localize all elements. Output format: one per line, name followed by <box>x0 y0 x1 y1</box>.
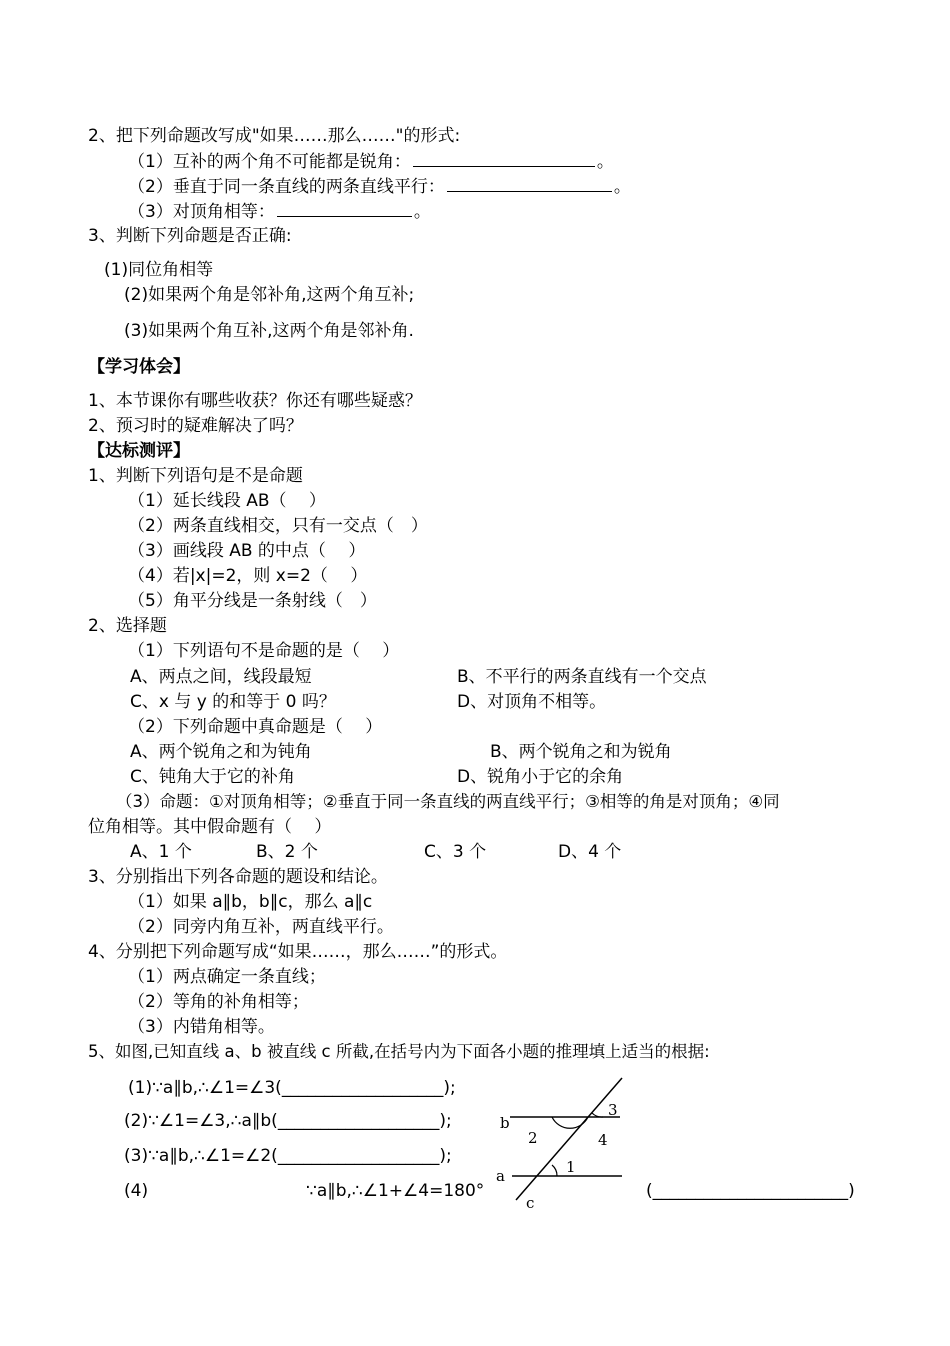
q3-title: 3、判断下列命题是否正确: <box>88 226 292 246</box>
q3-item-3: (3)如果两个角互补,这两个角是邻补角. <box>124 321 414 341</box>
test-p1-item-1: （1）延长线段 AB（ ） <box>128 491 326 511</box>
reasoning-4-text: ∵a∥b,∴∠1+∠4=180° <box>306 1181 485 1201</box>
option-a: A、两点之间，线段最短 <box>130 667 312 687</box>
label-b: b <box>500 1114 510 1132</box>
option-b: B、2 个 <box>256 842 318 862</box>
test-p1-title: 1、判断下列语句是不是命题 <box>88 466 303 486</box>
reasoning-4-number: (4) <box>124 1181 149 1201</box>
option-b: B、不平行的两条直线有一个交点 <box>457 667 707 687</box>
reasoning-3: (3)∵a∥b,∴∠1=∠2(___________________); <box>124 1146 452 1166</box>
section-test-heading: 【达标测评】 <box>88 441 190 461</box>
test-p2-s2-stem: （2）下列命题中真命题是（ ） <box>128 717 383 737</box>
test-p4-item-1: （1）两点确定一条直线； <box>128 967 326 987</box>
label-angle-2: 2 <box>528 1129 538 1147</box>
option-c: C、3 个 <box>424 842 487 862</box>
label-a: a <box>496 1167 505 1185</box>
q2-item-1: （1）互补的两个角不可能都是锐角： 。 <box>128 152 614 172</box>
label-angle-4: 4 <box>598 1131 608 1149</box>
test-p4-title: 4、分别把下列命题写成“如果……，那么……”的形式。 <box>88 942 508 962</box>
label-angle-3: 3 <box>608 1101 618 1119</box>
learning-item-2: 2、预习时的疑难解决了吗？ <box>88 416 303 436</box>
angle-arc-1 <box>552 1165 557 1176</box>
test-p2-title: 2、选择题 <box>88 616 167 636</box>
test-p4-item-3: （3）内错角相等。 <box>128 1017 275 1037</box>
q3-item-1: (1)同位角相等 <box>104 260 214 280</box>
option-d: D、锐角小于它的余角 <box>457 767 624 787</box>
answer-blank[interactable] <box>447 175 612 192</box>
option-a: A、1 个 <box>130 842 192 862</box>
test-p1-item-3: （3）画线段 AB 的中点（ ） <box>128 541 366 561</box>
test-p2-s1-stem: （1）下列语句不是命题的是（ ） <box>128 641 400 661</box>
option-c: C、钝角大于它的补角 <box>130 767 295 787</box>
label-c: c <box>526 1194 535 1212</box>
reasoning-1: (1)∵a∥b,∴∠1=∠3(___________________); <box>128 1078 456 1098</box>
q2-title: 2、把下列命题改写成"如果……那么……"的形式: <box>88 126 461 146</box>
test-p1-item-5: （5）角平分线是一条射线（ ） <box>128 591 377 611</box>
parallel-lines-figure <box>490 1075 640 1215</box>
section-learning-heading: 【学习体会】 <box>88 357 190 377</box>
label-angle-1: 1 <box>566 1158 576 1176</box>
test-p2-s3-stem-2: 位角相等。其中假命题有（ ） <box>88 817 332 837</box>
test-p5-title: 5、如图,已知直线 a、b 被直线 c 所截,在括号内为下面各小题的推理填上适当的根据: <box>88 1042 710 1061</box>
option-d: D、4 个 <box>558 842 622 862</box>
option-d: D、对顶角不相等。 <box>457 692 607 712</box>
learning-item-1: 1、本节课你有哪些收获？你还有哪些疑惑？ <box>88 391 422 411</box>
test-p1-item-2: （2）两条直线相交，只有一交点（ ） <box>128 516 428 536</box>
q2-item-3: （3）对顶角相等： 。 <box>128 202 431 222</box>
option-b: B、两个锐角之和为锐角 <box>490 742 672 762</box>
q2-item-2: （2）垂直于同一条直线的两条直线平行： 。 <box>128 177 631 197</box>
reasoning-2: (2)∵∠1=∠3,∴a∥b(___________________); <box>124 1111 452 1131</box>
option-c: C、x 与 y 的和等于 0 吗？ <box>130 692 336 712</box>
reasoning-4-blank[interactable]: (_______________________) <box>646 1181 855 1201</box>
option-a: A、两个锐角之和为钝角 <box>130 742 312 762</box>
q3-item-2: (2)如果两个角是邻补角,这两个角互补; <box>124 285 415 305</box>
test-p1-item-4: （4）若|x|=2，则 x=2（ ） <box>128 566 368 586</box>
test-p3-item-2: （2）同旁内角互补，两直线平行。 <box>128 917 394 937</box>
answer-blank[interactable] <box>277 200 412 217</box>
test-p3-item-1: （1）如果 a∥b，b∥c，那么 a∥c <box>128 892 373 912</box>
test-p4-item-2: （2）等角的补角相等； <box>128 992 309 1012</box>
test-p3-title: 3、分别指出下列各命题的题设和结论。 <box>88 867 388 887</box>
answer-blank[interactable] <box>413 150 595 167</box>
test-p2-s3-stem-1: （3）命题：①对顶角相等；②垂直于同一条直线的两直线平行；③相等的角是对顶角；④同 <box>116 792 780 811</box>
